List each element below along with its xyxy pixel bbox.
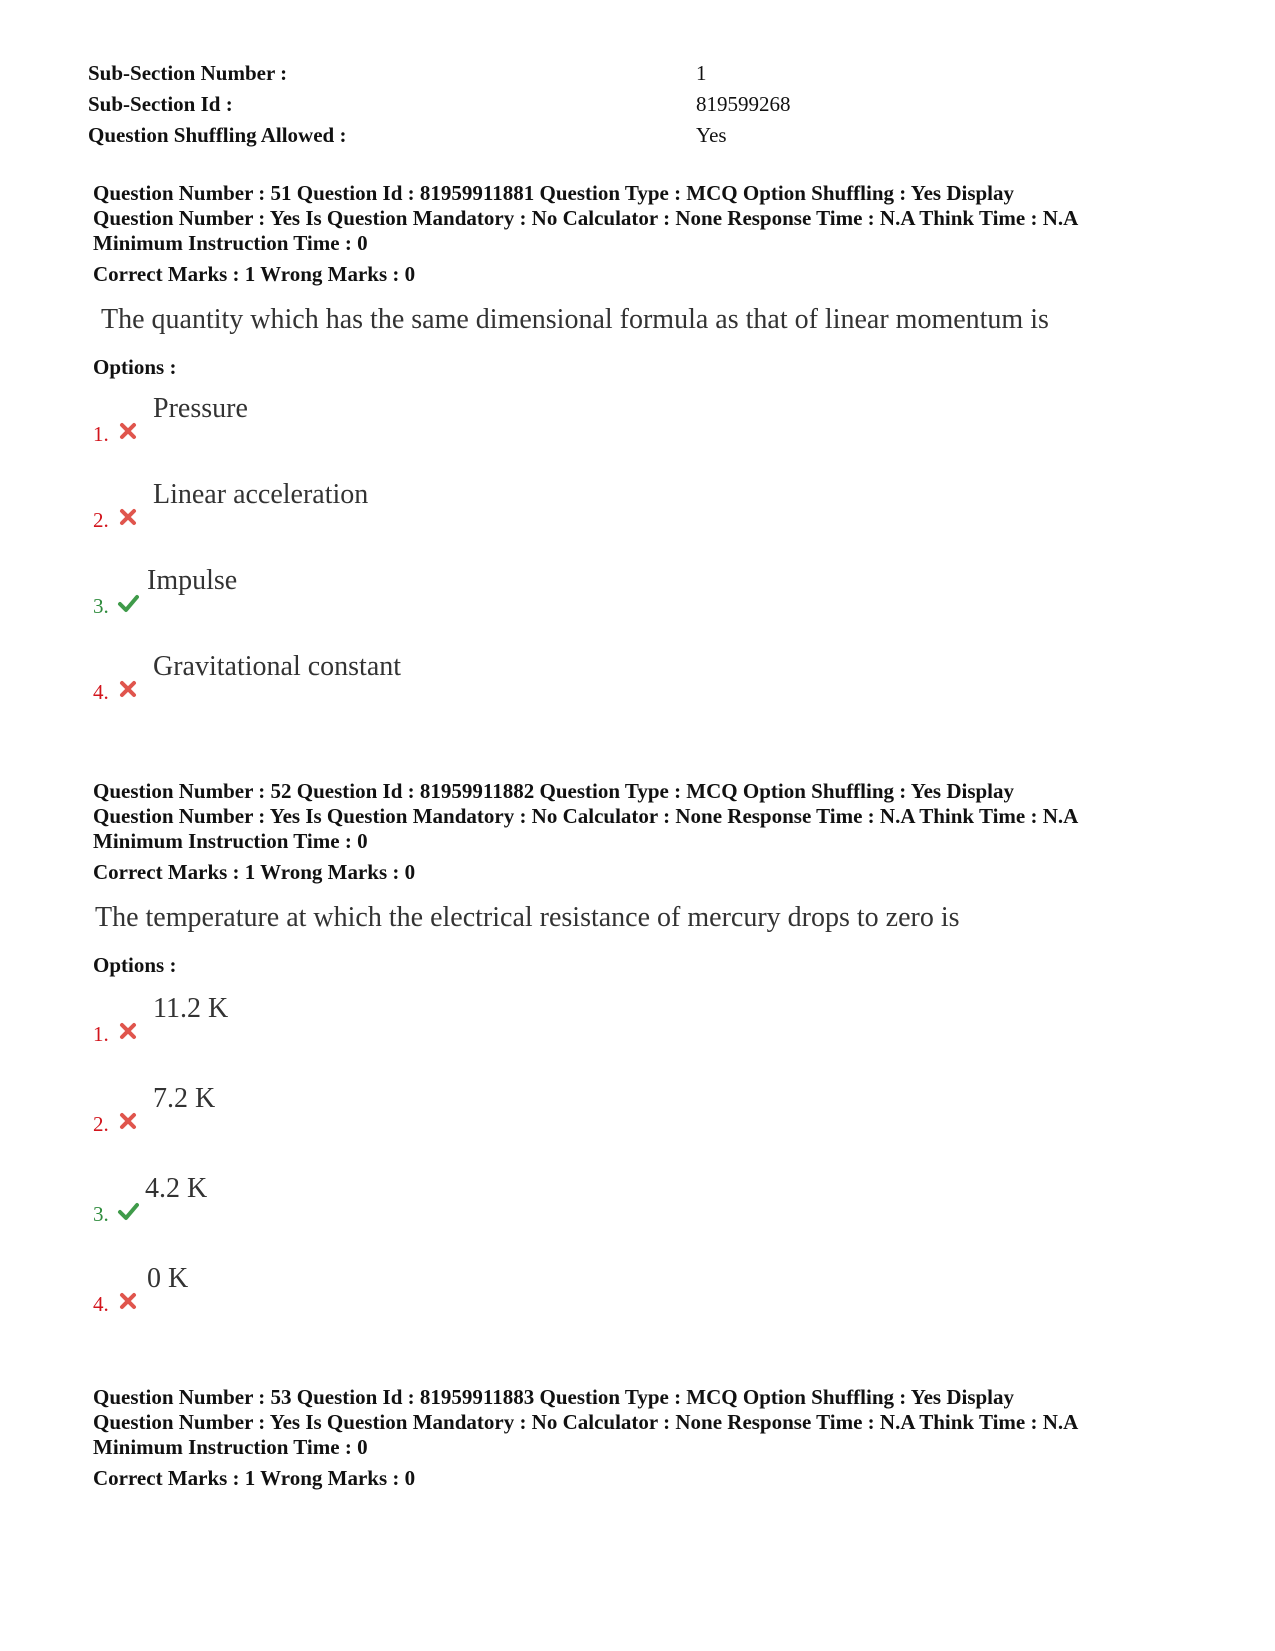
subsection-id-label: Sub-Section Id : xyxy=(88,92,233,116)
cross-icon xyxy=(117,1110,139,1132)
question-block-51 xyxy=(93,181,1203,732)
option-text: Impulse xyxy=(147,565,238,596)
question-marks: Correct Marks : 1 Wrong Marks : 0 xyxy=(93,262,416,286)
question-block-52 xyxy=(93,779,1203,1348)
option-text: 4.2 K xyxy=(145,1173,208,1204)
question-text: The temperature at which the electrical resistance of mercury drops to zero is xyxy=(95,902,960,933)
question-block-53 xyxy=(93,1385,1203,1491)
subsection-id-value: 819599268 xyxy=(696,92,791,116)
option-item xyxy=(93,388,1203,474)
option-item xyxy=(93,474,1203,560)
option-item xyxy=(93,1078,1203,1168)
option-item xyxy=(93,560,1203,646)
option-text: 0 K xyxy=(147,1263,189,1294)
option-text: Pressure xyxy=(153,393,248,424)
option-item xyxy=(93,1258,1203,1348)
cross-icon xyxy=(117,1290,139,1312)
options-list xyxy=(93,988,1203,1348)
option-number: 2. xyxy=(93,508,109,532)
question-header-line1: Question Number : 53 Question Id : 81959911883 Question Type : MCQ Option Shuffling : Yes Display xyxy=(93,1385,1015,1409)
options-list xyxy=(93,388,1203,732)
question-header-line1: Question Number : 52 Question Id : 81959911882 Question Type : MCQ Option Shuffling : Yes Display xyxy=(93,779,1015,803)
option-text: Gravitational constant xyxy=(153,651,402,682)
question-header-line1: Question Number : 51 Question Id : 81959911881 Question Type : MCQ Option Shuffling : Yes Display xyxy=(93,181,1015,205)
options-label: Options : xyxy=(93,355,177,379)
option-number: 1. xyxy=(93,422,109,446)
cross-icon xyxy=(117,1020,139,1042)
question-text: The quantity which has the same dimensional formula as that of linear momentum is xyxy=(101,304,1049,335)
question-header-line3: Minimum Instruction Time : 0 xyxy=(93,1435,368,1459)
option-number: 3. xyxy=(93,594,109,618)
question-marks: Correct Marks : 1 Wrong Marks : 0 xyxy=(93,1466,416,1490)
question-header-line3: Minimum Instruction Time : 0 xyxy=(93,231,368,255)
cross-icon xyxy=(117,420,139,442)
options-label: Options : xyxy=(93,953,177,977)
question-header-line3: Minimum Instruction Time : 0 xyxy=(93,829,368,853)
question-header-line2: Question Number : Yes Is Question Mandatory : No Calculator : None Response Time : N.A Think Time : N.A xyxy=(93,1410,1079,1434)
option-number: 4. xyxy=(93,1292,109,1316)
subsection-number-label: Sub-Section Number : xyxy=(88,61,288,85)
check-icon xyxy=(117,592,139,614)
option-text: Linear acceleration xyxy=(153,479,369,510)
option-item xyxy=(93,1168,1203,1258)
question-shuffling-value: Yes xyxy=(696,123,727,147)
option-text: 7.2 K xyxy=(153,1083,216,1114)
question-header-line2: Question Number : Yes Is Question Mandatory : No Calculator : None Response Time : N.A Think Time : N.A xyxy=(93,804,1079,828)
question-marks: Correct Marks : 1 Wrong Marks : 0 xyxy=(93,860,416,884)
question-shuffling-label: Question Shuffling Allowed : xyxy=(88,123,347,147)
option-number: 1. xyxy=(93,1022,109,1046)
option-item xyxy=(93,646,1203,732)
question-header-line2: Question Number : Yes Is Question Mandatory : No Calculator : None Response Time : N.A Think Time : N.A xyxy=(93,206,1079,230)
option-number: 4. xyxy=(93,680,109,704)
option-number: 3. xyxy=(93,1202,109,1226)
option-number: 2. xyxy=(93,1112,109,1136)
subsection-number-value: 1 xyxy=(696,61,707,85)
check-icon xyxy=(117,1200,139,1222)
option-item xyxy=(93,988,1203,1078)
option-text: 11.2 K xyxy=(153,993,229,1024)
cross-icon xyxy=(117,506,139,528)
cross-icon xyxy=(117,678,139,700)
